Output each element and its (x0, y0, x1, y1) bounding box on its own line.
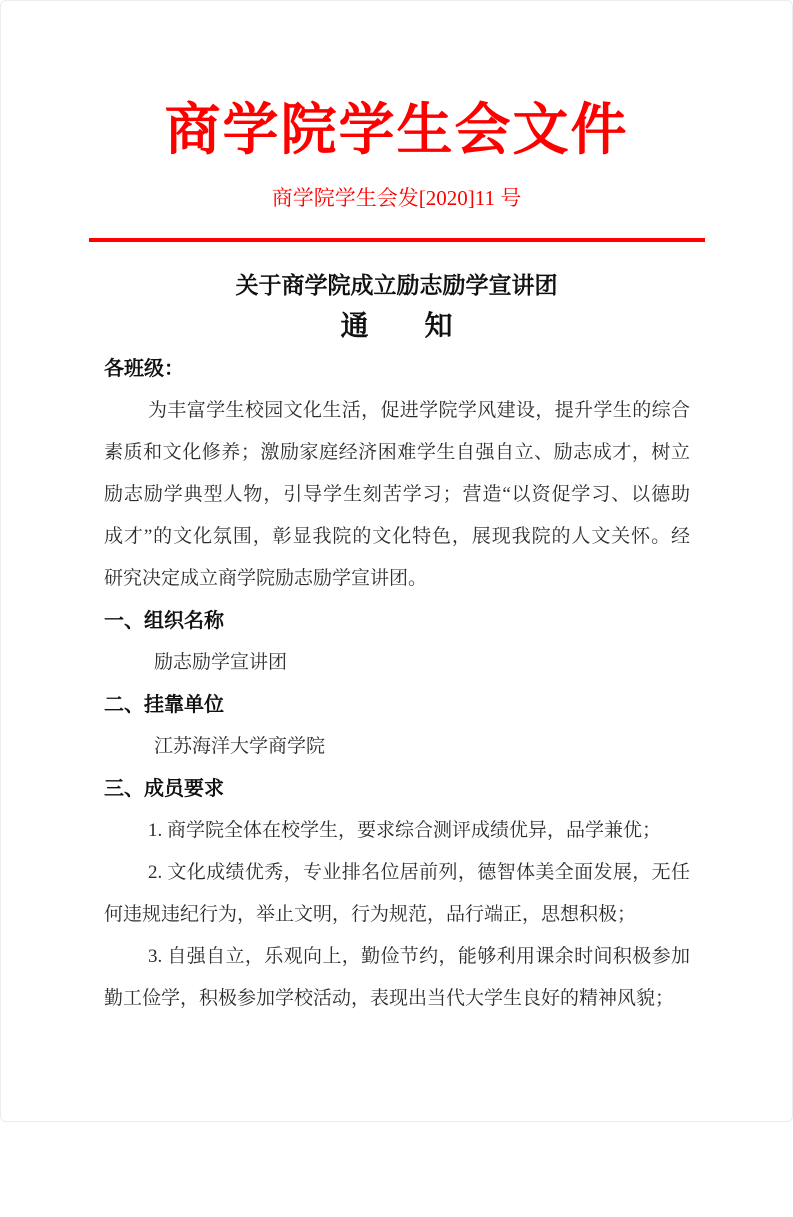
section-heading: 三、成员要求 (104, 778, 224, 800)
masthead-doc-number: 商学院学生会发[2020]11 号 (271, 186, 522, 210)
intro-line: 成才”的文化氛围，彰显我院的文化特色，展现我院的人文关怀。经 (104, 526, 690, 547)
requirement-item-line: 勤工俭学，积极参加学校活动，表现出当代大学生良好的精神风貌； (104, 988, 675, 1009)
section-heading: 二、挂靠单位 (104, 694, 224, 716)
section-organization-name (104, 600, 690, 684)
document-body (104, 348, 690, 1020)
requirement-item-line: 何违规违纪行为，举止文明，行为规范，品行端正，思想积极； (104, 904, 637, 925)
intro-line: 素质和文化修养；激励家庭经济困难学生自强自立、励志成才，树立 (104, 442, 690, 463)
salutation: 各班级： (104, 358, 184, 380)
notice-subject-title: 关于商学院成立励志励学宣讲团 (235, 272, 558, 298)
requirement-item-line: 2. 文化成绩优秀，专业排名位居前列，德智体美全面发展，无任 (148, 862, 690, 883)
intro-line: 为丰富学生校园文化生活，促进学院学风建设，提升学生的综合 (148, 400, 690, 421)
notice-type-label: 通 知 (340, 310, 453, 341)
requirement-item-line: 3. 自强自立，乐观向上，勤俭节约，能够利用课余时间积极参加 (148, 946, 690, 967)
section-content: 励志励学宣讲团 (154, 652, 288, 673)
section-affiliated-unit (104, 684, 690, 768)
masthead-divider-line (89, 238, 705, 242)
section-content: 江苏海洋大学商学院 (154, 736, 326, 757)
section-heading: 一、组织名称 (104, 610, 224, 632)
intro-line: 励志励学典型人物，引导学生刻苦学习；营造“以资促学习、以德助 (104, 484, 690, 505)
masthead-org-title: 商学院学生会文件 (164, 98, 629, 161)
section-member-requirements (104, 768, 690, 1020)
intro-line: 研究决定成立商学院励志励学宣讲团。 (104, 568, 428, 589)
page (1, 97, 792, 1217)
requirement-item-line: 1. 商学院全体在校学生，要求综合测评成绩优异，品学兼优； (148, 820, 662, 841)
intro-paragraph (104, 390, 690, 600)
